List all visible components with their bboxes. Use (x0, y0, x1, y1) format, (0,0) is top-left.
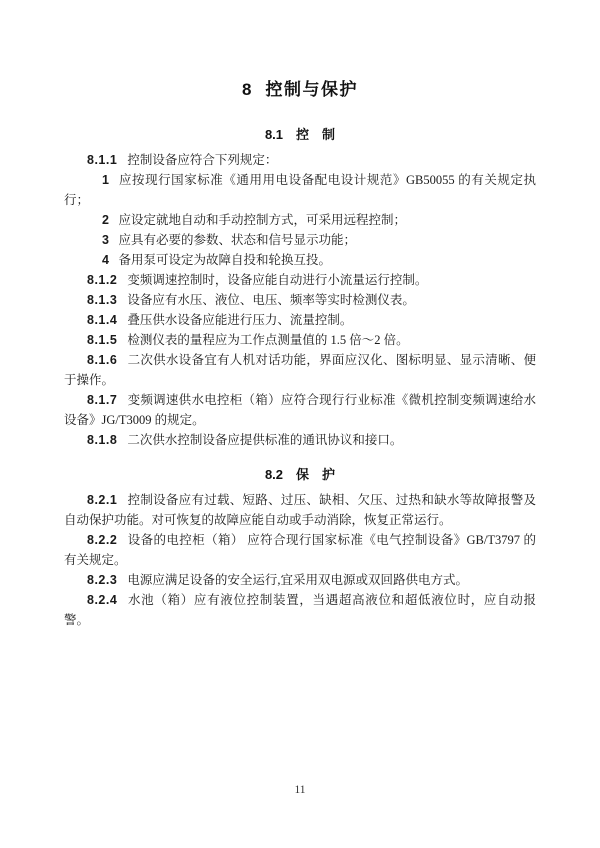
clause-text: 设备应有水压、液位、电压、频率等实时检测仪表。 (127, 293, 415, 307)
clause-text: 变频调速控制时，设备应能自动进行小流量运行控制。 (127, 273, 428, 287)
clause-text: 二次供水控制设备应提供标准的通讯协议和接口。 (127, 433, 403, 447)
subitem-text: 应按现行国家标准《通用用电设备配电设计规范》GB50055 的有关规定执行； (64, 173, 536, 207)
clause (64, 330, 536, 350)
clause-text: 变频调速供水电控柜（箱）应符合现行行业标准《微机控制变频调速给水设备》JG/T3009 的规定。 (64, 393, 536, 427)
clause-text: 电源应满足设备的安全运行,宜采用双电源或双回路供电方式。 (127, 573, 468, 587)
section (64, 466, 536, 630)
clause-number: 8.1.7 (87, 393, 118, 407)
clause (64, 270, 536, 290)
clause-number: 8.1.3 (87, 293, 118, 307)
clause-number: 8.1.4 (87, 313, 118, 327)
section-heading: 8.2 保 护 (264, 467, 336, 482)
chapter-number: 8 (242, 80, 252, 99)
clause-text: 二次供水设备宜有人机对话功能，界面应汉化、图标明显、显示清晰、便于操作。 (64, 353, 536, 387)
subitem (64, 250, 536, 270)
clause (64, 570, 536, 590)
clause-number: 8.2.2 (87, 533, 118, 547)
subitem-number: 3 (102, 233, 110, 247)
clause-number: 8.1.8 (87, 433, 118, 447)
page-content (64, 78, 536, 630)
subitem-number: 1 (102, 173, 110, 187)
clause-text: 水池（箱）应有液位控制装置，当遇超高液位和超低液位时，应自动报警。 (64, 593, 536, 627)
page-number: 11 (294, 784, 306, 796)
clause-text: 检测仪表的量程应为工作点测量值的 1.5 倍～2 倍。 (127, 333, 409, 347)
clause-number: 8.2.4 (87, 593, 118, 607)
chapter-title: 控制与保护 (265, 80, 358, 99)
clause (64, 290, 536, 310)
subitem-text: 应设定就地自动和手动控制方式，可采用远程控制； (118, 213, 406, 227)
clause (64, 310, 536, 330)
subitem (64, 170, 536, 210)
sections-container (64, 126, 536, 630)
subitem-text: 备用泵可设定为故障自投和轮换互投。 (118, 253, 331, 267)
clause-text: 控制设备应有过载、短路、过压、缺相、欠压、过热和缺水等故障报警及自动保护功能。对可恢复的故障应能自动或手动消除，恢复正常运行。 (64, 493, 536, 527)
chapter-heading (64, 78, 536, 102)
clauses (64, 490, 536, 630)
subitem-number: 4 (102, 253, 110, 267)
clause-number: 8.1.5 (87, 333, 118, 347)
clause (64, 430, 536, 450)
subitem (64, 230, 536, 250)
clause-number: 8.1.6 (87, 353, 118, 367)
clause-text: 设备的电控柜（箱） 应符合现行国家标准《电气控制设备》GB/T3797 的有关规定。 (64, 533, 536, 567)
clause (64, 590, 536, 630)
clause (64, 390, 536, 430)
clause-text: 控制设备应符合下列规定： (127, 153, 278, 167)
clause (64, 530, 536, 570)
clause (64, 150, 536, 170)
subitem-text: 应具有必要的参数、状态和信号显示功能； (118, 233, 356, 247)
subitem (64, 210, 536, 230)
section-heading: 8.1 控 制 (264, 127, 336, 142)
clause (64, 350, 536, 390)
clauses (64, 150, 536, 450)
subitem-number: 2 (102, 213, 110, 227)
clause-text: 叠压供水设备应能进行压力、流量控制。 (127, 313, 353, 327)
clause-number: 8.1.1 (87, 153, 118, 167)
clause-number: 8.1.2 (87, 273, 118, 287)
clause-number: 8.2.3 (87, 573, 118, 587)
section (64, 126, 536, 450)
clause-number: 8.2.1 (87, 493, 118, 507)
clause (64, 490, 536, 530)
